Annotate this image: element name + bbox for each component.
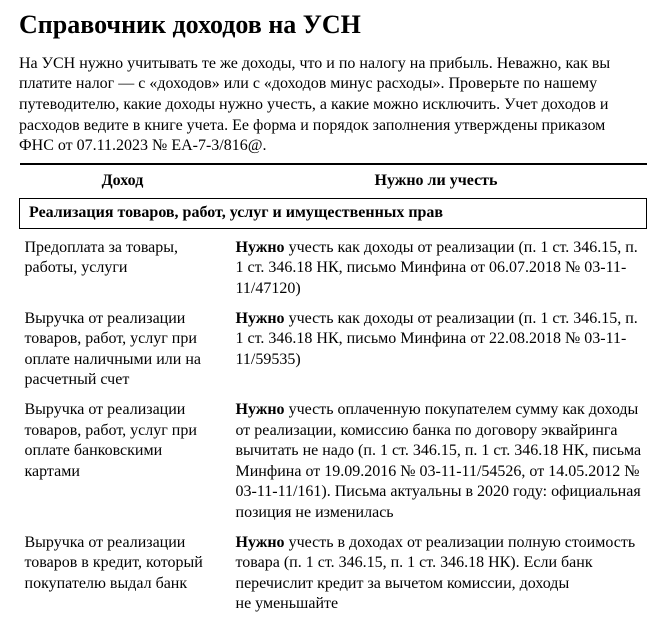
answer-cell bbox=[226, 300, 647, 391]
income-table bbox=[19, 163, 647, 615]
answer-text: учесть как доходы от реализации (п. 1 ст. 346.15, п. 1 ст. 346.18 НК, письмо Минфина от 06.07.2018 № 03-11-11/47120) bbox=[235, 238, 638, 298]
column-header-income: Доход bbox=[101, 171, 144, 189]
answer-verdict: Нужно bbox=[235, 401, 285, 419]
table-row bbox=[20, 300, 647, 391]
table-row bbox=[20, 391, 647, 524]
income-cell: Выручка от реализации товаров, работ, услуг при оплате наличными или на расчетный счет bbox=[24, 309, 201, 389]
answer-verdict: Нужно bbox=[235, 238, 285, 256]
answer-text: учесть как доходы от реализации (п. 1 ст. 346.15, п. 1 ст. 346.18 НК, письмо Минфина от 22.08.2018 № 03-11-11/59535) bbox=[235, 309, 638, 368]
column-header-account: Нужно ли учесть bbox=[374, 171, 498, 189]
income-cell: Предоплата за товары, работы, услуги bbox=[24, 238, 179, 277]
intro-paragraph: На УСН нужно учитывать те же доходы, что и по налогу на прибыль. Неважно, как вы платите налог — с «доходов» или с «доходов минус расходы». Проверьте по нашему путеводителю, какие доходы нужно учесть, а какие можно исключить. Учет доходов и расходов ведите в книге учета. Ее форма и порядок заполнения утверждены приказом ФНС от 07.11.2023 № ЕА-7-3/816@. bbox=[19, 54, 611, 155]
answer-verdict: Нужно bbox=[235, 309, 285, 327]
income-cell: Выручка от реализации товаров, работ, услуг при оплате банковскими картами bbox=[24, 401, 197, 480]
table-row bbox=[20, 524, 647, 615]
income-cell: Выручка от реализации товаров в кредит, который покупателю выдал банк bbox=[24, 533, 203, 592]
table-row bbox=[20, 228, 647, 299]
answer-cell bbox=[226, 228, 647, 299]
answer-text: учесть в доходах от реализации полную стоимость товара (п. 1 ст. 346.15, п. 1 ст. 346.18 НК). Если банк перечислит кредит за вычетом комиссии, доходы не уменьшайте bbox=[235, 533, 636, 613]
answer-cell bbox=[226, 524, 647, 615]
answer-text: учесть оплаченную покупателем сумму как доходы от реализации, комиссию банка по договору эквайринга вычитать не надо (п. 1 ст. 346.15, п. 1 ст. 346.18 НК, письма Минфина от 19.09.2016 № 03-11-11/54526, от 14.05.2012 № 03-11-11/161). Письма актуальны в 2020 году: официальная позиция не изменилась bbox=[235, 401, 642, 521]
answer-verdict: Нужно bbox=[235, 533, 285, 551]
section-title: Реализация товаров, работ, услуг и имущественных прав bbox=[20, 198, 647, 228]
answer-cell bbox=[226, 391, 647, 524]
table-header-row bbox=[20, 164, 647, 199]
section-header-row bbox=[20, 198, 647, 228]
page-title: Справочник доходов на УСН bbox=[19, 10, 361, 39]
